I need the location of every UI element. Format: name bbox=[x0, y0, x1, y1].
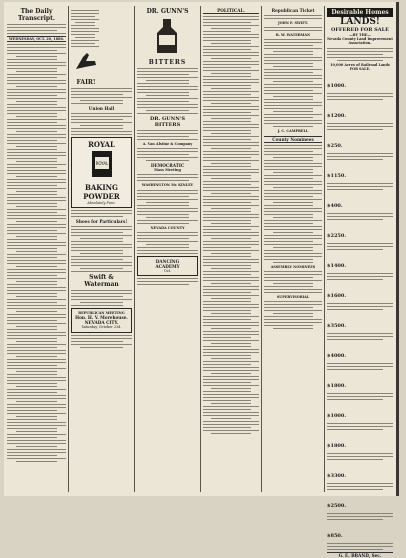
listing-text bbox=[327, 243, 393, 250]
bitters-bottle-icon bbox=[137, 15, 198, 55]
column-rule bbox=[261, 6, 262, 492]
price-listing bbox=[327, 342, 393, 370]
listing-text bbox=[327, 393, 393, 400]
listing-text bbox=[327, 93, 393, 100]
column-1 bbox=[7, 8, 66, 492]
association-name: Nevada County Land Improvement Association. bbox=[327, 37, 393, 46]
campbell-nominee: J. C. CAMPBELL bbox=[277, 129, 309, 134]
dancing-date: Oct. bbox=[163, 268, 172, 273]
governor-nominee: JOHN F. SWIFT. bbox=[278, 21, 308, 25]
for-sale: FOR SALE. bbox=[349, 66, 371, 71]
price-listing bbox=[327, 492, 393, 520]
dancing-academy-ad bbox=[137, 256, 198, 276]
price-listing bbox=[327, 462, 393, 490]
desirable-homes-banner: Desirable Homes bbox=[327, 8, 393, 17]
gunn-heading: DR. GUNN'S bbox=[146, 8, 189, 15]
dealers: A. Van Alstine & Company bbox=[142, 142, 193, 146]
state-nominee: R. W. WATERMAN bbox=[275, 33, 311, 38]
date-line: WEDNESDAY, OCT. 20, 1886. bbox=[8, 37, 64, 41]
bitters-label: BITTERS bbox=[148, 59, 187, 66]
column-6 bbox=[327, 8, 393, 558]
listing-text bbox=[327, 123, 393, 130]
price-listing bbox=[327, 282, 393, 310]
price-listing bbox=[327, 132, 393, 160]
county-nominees-heading: County Nominees bbox=[264, 136, 322, 143]
assembly-nominees: ASSEMBLY NOMINEES bbox=[270, 264, 316, 269]
price-value: $400. bbox=[327, 203, 343, 210]
powder-text: POWDER bbox=[83, 192, 120, 201]
royal-text: ROYAL bbox=[88, 140, 115, 149]
column-2 bbox=[71, 8, 132, 492]
swift-waterman: Swift & Waterman bbox=[84, 274, 119, 289]
price-value: $1200. bbox=[327, 113, 347, 120]
listing-text bbox=[327, 213, 393, 220]
price-value: $850. bbox=[327, 533, 343, 540]
price-value: $1800. bbox=[327, 443, 347, 450]
fair-ad: FAIR! bbox=[76, 79, 96, 86]
svg-text:ROYAL: ROYAL bbox=[95, 161, 108, 166]
listing-text bbox=[327, 183, 393, 190]
washington-mckinley: WASHINGTON Mc KINLEY bbox=[141, 183, 194, 188]
price-value: $2250. bbox=[327, 233, 347, 240]
listing-text bbox=[327, 543, 393, 550]
listing-text bbox=[327, 273, 393, 280]
price-listing bbox=[327, 372, 393, 400]
pointing-hand-icon bbox=[71, 49, 101, 75]
price-value: $1800. bbox=[327, 383, 347, 390]
gunn-second: DR. GUNN'S bbox=[150, 116, 185, 122]
political-heading: POLITICAL. bbox=[203, 8, 259, 14]
listing-text bbox=[327, 153, 393, 160]
column-rule bbox=[134, 6, 135, 492]
listing-text bbox=[327, 363, 393, 370]
column-4 bbox=[203, 8, 259, 492]
offered-for-sale: OFFERED FOR SALE bbox=[331, 27, 389, 33]
price-value: $3500. bbox=[327, 323, 347, 330]
listing-text bbox=[327, 483, 393, 490]
lands-heading: LANDS! bbox=[340, 17, 380, 27]
meeting-date: Saturday, October 23d. bbox=[81, 325, 122, 330]
listing-text bbox=[327, 333, 393, 340]
price-value: $3300. bbox=[327, 473, 347, 480]
column-rule bbox=[68, 6, 69, 492]
price-listing bbox=[327, 222, 393, 250]
price-listing bbox=[327, 312, 393, 340]
listing-text bbox=[327, 513, 393, 520]
price-listing bbox=[327, 432, 393, 460]
price-value: $1150. bbox=[327, 173, 347, 180]
listing-text bbox=[327, 303, 393, 310]
union-hall: Union Hall bbox=[88, 106, 115, 111]
republican-meeting-ad bbox=[71, 308, 132, 332]
meeting-city: NEVADA CITY. bbox=[84, 320, 119, 326]
price-listing bbox=[327, 162, 393, 190]
price-value: $250. bbox=[327, 143, 343, 150]
republican-meeting-heading: REPUBLICAN MEETING bbox=[78, 311, 125, 316]
price-value: $2500. bbox=[327, 503, 347, 510]
column-3 bbox=[137, 8, 198, 492]
speaker-name: Hon. H. V. Morehouse. bbox=[75, 315, 128, 321]
price-value: $1000. bbox=[327, 413, 347, 420]
listing-text bbox=[327, 423, 393, 430]
newspaper-page bbox=[4, 2, 399, 558]
acres-heading: 10,000 Acres of Railroad Lands bbox=[330, 62, 390, 67]
price-listing bbox=[327, 252, 393, 280]
absolutely-pure: Absolutely Pure. bbox=[87, 201, 116, 205]
dancing-text: DANCING bbox=[155, 258, 180, 264]
masthead: The Daily Transcript. bbox=[18, 8, 55, 22]
supervisorial-heading: SUPERVISORIAL bbox=[276, 294, 310, 299]
academy-text: ACADEMY bbox=[155, 263, 180, 269]
price-listing bbox=[327, 402, 393, 430]
price-value: $1000. bbox=[327, 83, 347, 90]
gunn-pills: BITTERS bbox=[154, 122, 181, 128]
price-value: $1400. bbox=[327, 263, 347, 270]
column-rule bbox=[324, 6, 325, 492]
nevada-county-heading: NEVADA COUNTY bbox=[150, 225, 185, 230]
baking-powder-can-icon bbox=[89, 149, 115, 179]
royal-baking-powder-ad bbox=[71, 137, 132, 208]
secretary-footer: G. E. BRAND, Sec. bbox=[327, 552, 393, 558]
mass-meeting: Mass Meeting bbox=[154, 168, 181, 173]
price-listing bbox=[327, 192, 393, 220]
shoe-heading: Shoes for Particulars! bbox=[75, 219, 128, 225]
listing-text bbox=[327, 453, 393, 460]
price-listing bbox=[327, 102, 393, 130]
by-the: —BY THE— bbox=[349, 33, 371, 37]
democratic-heading: DEMOCRATIC bbox=[150, 163, 185, 169]
price-list bbox=[327, 72, 393, 550]
price-listing bbox=[327, 72, 393, 100]
baking-text: BAKING bbox=[84, 183, 119, 192]
republican-ticket-heading: Republican Ticket bbox=[271, 8, 315, 13]
price-value: $4000. bbox=[327, 353, 347, 360]
price-listing bbox=[327, 522, 393, 550]
price-value: $1600. bbox=[327, 293, 347, 300]
article-text bbox=[7, 44, 66, 462]
column-rule bbox=[200, 6, 201, 492]
column-5 bbox=[264, 8, 322, 492]
